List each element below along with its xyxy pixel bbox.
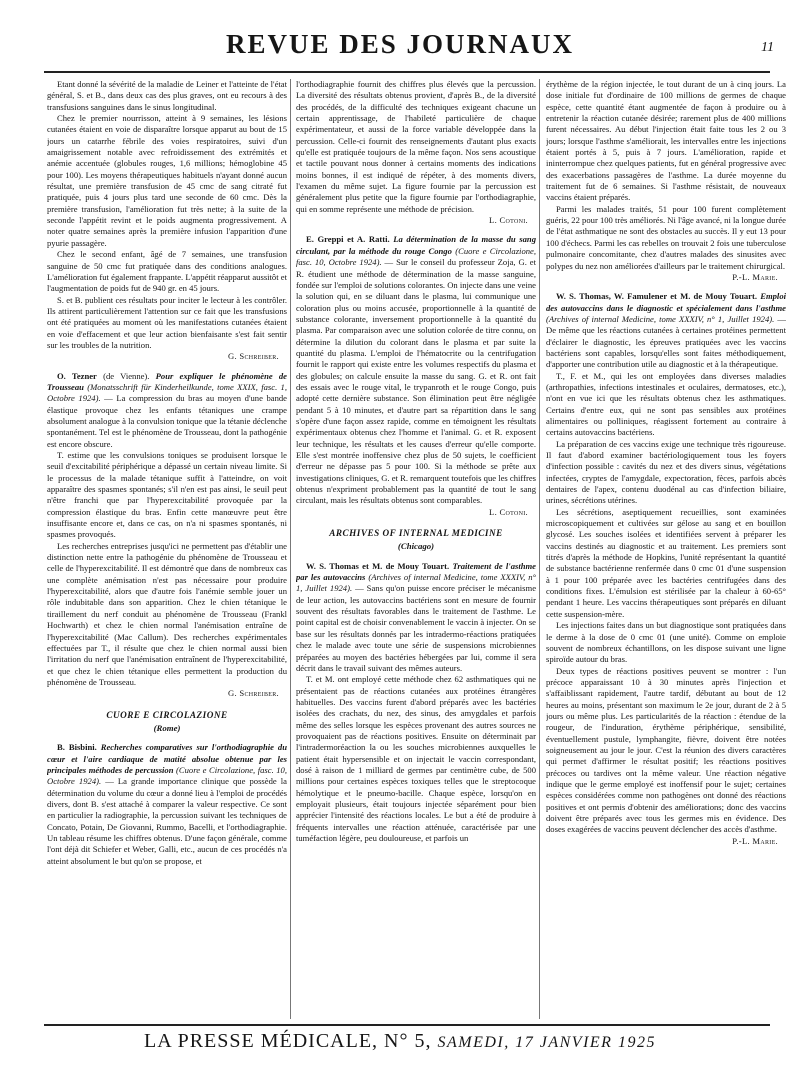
article-header [546,291,786,370]
column-1 [47,79,287,1019]
paragraph: S. et B. publient ces résultats pour inciter le lecteur à les contrôler. Ils attirent particulièrement l'attention sur ce fait que les transfusions ont été pratiquées au moment où les manifestations cutanées étaient en voie d'effacement et que leur action bienfaisante s'est fait sentir sur les troubles de la nutrition. [47,294,287,350]
paragraph: Les sécrétions, aseptiquement recueillies, sont examinées microscopiquement et cultivées sur gélose au sang et en bouillon glycosé. Les souches isolées et identifiées servent à préparer les vaccins destinés au diagnostic et au traitement. Les premiers sont titrés d'après la méthode de Hopkins, l'unité représentant la quantité de substance bactérienne renfermée dans 0 cmc 01 d'une suspension à 1 pour 100 préparée avec les bactéries centrifugées dans des conditions fixes. L'émulsion est stérilisée par la chaleur à 60-65° pendant 1 heure. Les vaccins thérapeutiques sont préparés en diluant cette suspension-mère. [546,506,786,619]
paragraph: Chez le premier nourrisson, atteint à 9 semaines, les lésions cutanées étaient en voie de disparaître lorsque apparut au bout de 15 jours un catarrhe fébrile des voies respiratoires, suivi d'un amaigrissement notable avec refroidissement des extrémités et anémie accentuée (globules rouges, 1,6 millions; hémoglobine 45 pour 100). Les moyens thérapeutiques habituels n'ayant donné aucun résultat, une première transfusion de 45 cmc de sang citraté fut pratiquée, puis 4 jours plus tard une seconde de 60 cmc. Dès la première transfusion, l'amélioration fut très nette; à la suite de la seconde l'appétit revint et le poids augmenta progressivement. A noter quatre semaines après la première infusion l'apparition d'une pyurie passagère. [47,113,287,248]
column-separator [290,79,291,1019]
paragraph: Parmi les malades traités, 51 pour 100 furent complètement guéris, 22 pour 100 très améliorés. Ni l'âge avancé, ni la longue durée de l'état asthmatique ne sont des obstacles au succès. Il y eut 13 pour 100 d'échecs. Parmi les cas rebelles on trouvait 2 fois une tuberculose pulmonaire concomitante, chez d'autres malades des sinusites avec polypes du nez non améliorées d'ailleurs par le traitement chirurgical. [546,203,786,271]
article-reference: (Archives of internal Medicine, tome XXXIV, n° 1, Juillet 1924). [546,313,775,324]
author-signature: L. Cotoni. [489,215,528,226]
article-header [47,742,287,867]
author-signature: G. Schreiber. [228,351,279,362]
article-title: Emploi des autovaccins dans le diagnostic et spécialement dans l'asthme [546,291,786,313]
paragraph: Les injections faites dans un but diagnostique sont pratiquées dans le derme à la dose de 0 cmc 01 (une unité). Comme on emploie souvent de nombreux échantillons, on les dispose suivant une ligne spiroïde autour du bras. [546,620,786,665]
paragraph: Les recherches entreprises jusqu'ici ne permettent pas d'établir une distinction nette entre la pathogénie du phénomène de Trousseau et celle de l'hyperexcitabilité. Il est démontré que dans de nombreux cas une complète anémisation n'est pas nécessaire pour produire l'hyperexcitabilité, alors que d'autre fois l'anémie semble jouer un rôle indubitable dans son apparition. Chez le chien tétanique le tiraillement du nerf conduit au phénomène de Trousseau (Frankl Hochwarth) et chez le chien normal l'anémisation entraîne de l'hyperexcitabilité (Mac Callum). Des recherches expérimentales effectuées par T., il résulte que chez le chien normal aussi bien l'irritation du nerf que l'anémisation entraînent de l'hyperexcitabilité, et que chez le chien tétanique elles permettent la production du phénomène de Trousseau. [47,540,287,687]
article-reference: (Cuore e Circolazione, fasc. 10, Octobre 1924). [296,245,536,268]
article-body: — La grande importance clinique que possède la détermination du volume du cœur a donné lieu à l'emploi de procédés divers, dont B. s'est attaché à comparer la valeur respective. Ce sont en particulier la radiographie, la percussion suivant les techniques de Concato, Potain, De Giovanni, Rummo, Bacelli, et l'orthodiagraphie. Un tableau résume les chiffres obtenus. D'une façon générale, comme l'ont déjà dit Schiefer et Weber, Galli, etc., aucun de ces procédés n'a atteint absolument le but qu'on se propose, et [47,776,287,866]
paragraph: T. et M. ont employé cette méthode chez 62 asthmatiques qui ne présentaient pas de réactions cutanées aux protéines étrangères habituelles. Des vaccins furent d'abord préparés avec les bactéries isolées des crachats, du nez, des sinus, des amygdales et parfois même des selles lorsque les espèces provenant des autres sources ne provoquaient pas de réactions positives. Ensuite on déterminait par l'intradermoréaction la ou les souches microbiennes auxquelles le patient était hypersensible et on injectait le vaccin correspondant, dosé à raison de 1 milliard de germes par centimètre cube, de 500 millions pour certaines espèces toxiques telles que le streptocoque hémolytique et le pneumo-bacille. Chaque espèce, lorsqu'on en employait plusieurs, était toujours injectée séparément pour bien apprécier l'intensité des réactions locales. Le but a été de produire à fréquents intervalles une réaction atténuée, caractérisée par une tuméfaction légère, peu douloureuse, et parfois un [296,674,536,843]
footer-rule [44,1024,770,1026]
article-body: — Sur le conseil du professeur Zoja, G. et R. étudient une méthode de détermination de la masse sanguine, fondée sur l'emploi de solutions colorantes. On injecte dans une veine la solution qui, en se diluant dans le plasma, lui communique une coloration plus ou moins accusée, proportionnelle à la quantité de substance colorante, inversement proportionnelle à la quantité du plasma. Par comparaison avec une solution colorée de titre connu, on détermine la dilution du colorant dans le plasma et par suite la quantité du plasma. L'emploi de l'hématocrite ou la centrifugation fournit le rapport qui existe entre les volumes respectifs du plasma et des globules; on calcule ensuite la masse du sang. G. et R. ont fait des essais avec le rouge vital, le trypanroth et le rouge Congo, puis adopté cette dernière substance. Son élimination peut être négligée pendant 5 à 10 minutes, et d'autre part sa répartition dans le sang s'opère d'une façon assez rapide, comme en témoignent les résultats expérimentaux obtenus chez l'homme et l'animal. G. et R. exposent leur technique, les résultats et les causes d'erreur qu'elle comporte. Elle s'est montrée inoffensive chez plus de 50 sujets, le coefficient d'erreur ne dépasse pas 5 pour 100. Si la méthode se prête aux investigations cliniques, G. et R. remarquent toutefois que les chiffres obtenus n'expriment probablement pas la quantité de tout le sang circulant, mais les résultats obtenus sont comparables. [296,257,536,506]
column-separator [539,79,540,1019]
paragraph: T. estime que les convulsions toniques se produisent lorsque le seuil d'excitabilité périphérique a dépassé un certain niveau limite. Si le processus de la malade tétanique suffit à l'atteindre, on voit apparaître des spasmes spontanés; s'il n'en est pas ainsi, le seuil peut n'être franchi que par l'hyperexcitabilité provoquée par la compression élastique du bras. Enfin cette manœuvre peut être insuffisante encore et, dans ce cas, on n'a ni spasmes spontanés, ni spasmes provoqués. [47,450,287,540]
column-3 [546,79,786,1019]
author-signature: P.-L. Marie. [732,271,778,282]
author-signature: P.-L. Marie. [732,835,778,846]
paragraph: l'orthodiagraphie fournit des chiffres plus élevés que la percussion. La diversité des résultats obtenus provient, d'après B., de la diversité des procédés, de la difficulté des techniques exigeant chacune un certain apprentissage, de l'habileté particulière de chaque expérimentateur, et aussi de la force variable développée dans la percussion. Celle-ci fournit des renseignements d'autant plus exacts qu'elle est pratiquée toujours de la même façon. Nos sens acoustique et tactile pouvant nous donner à certains moments des indications moins bonnes, il est indiqué de répéter, à des moments divers, l'examen du même sujet. La figure fournie par la percussion est généralement plus petite que la figure fournie par l'orthodiagraphie, qui en somme représente une méthode de précision. [296,79,536,214]
article-reference: (Monatsschrift für Kinderheilkunde, tome XXIX, fasc. 1, Octobre 1924). [47,381,287,404]
article-title: Recherches comparatives sur l'orthodiagraphie du cœur et l'aire cardiaque de matité absolue obtenue par les principales méthodes de percussion [47,742,287,775]
journal-section-title: CUORE E CIRCOLAZIONE [106,709,228,720]
article-header [296,561,536,674]
article-author: E. Greppi et A. Ratti. [306,234,390,245]
paragraph: Chez le second enfant, âgé de 7 semaines, une transfusion sanguine de 50 cmc fut pratiquée dans des conditions analogues. L'amélioration fut également frappante. L'appétit réapparut aussitôt et l'augmentation de poids fut de 940 gr. en 45 jours. [47,249,287,294]
article-header [47,371,287,450]
page-footer [0,1030,800,1053]
article-author: B. Bisbini. [57,742,97,753]
article-author: O. Tezner [57,370,97,381]
author-signature: G. Schreiber. [228,688,279,699]
column-2 [296,79,536,1019]
paragraph: Deux types de réactions positives peuvent se montrer : l'un précoce apparaissant 10 à 30 minutes après l'injection et s'affaiblissant rapidement, l'autre tardif, débutant au bout de 12 heures au moins, présentant son maximum le 2e jour, durant de 2 à 5 jours ou même plus. Les particularités de la réaction : étendue de la rougeur, de l'induration, érythème périphérique, sensibilité, éventuellement pustule, lymphangite, fièvre, doivent être notées soigneusement au jour le jour. C'est la réunion des divers caractères qui permet d'affirmer le résultat positif; les réactions positives précoces ou tardives ont la même valeur. Une réaction négative indique que le germe employé est inoffensif pour le sujet; certaines espèces considérées comme non pathogènes ont donné des réactions positives et ont permis d'obtenir des améliorations; donc des vaccins doivent être préparés avec tous les germes mis en évidence. Des doses exagérées de vaccins peuvent déclencher des accès d'asthme. [546,665,786,835]
page-number: 11 [761,40,774,55]
article-reference: (Archives of internal Medicine, tome XXXIV, n° 1, Juillet 1924). [296,572,536,594]
article-reference: (Cuore e Circolazione, fasc. 10, Octobre 1924). [47,764,287,787]
article-author: W. S. Thomas et M. de Mouy Touart. [306,560,450,571]
paragraph: La préparation de ces vaccins exige une technique très rigoureuse. Il faut d'abord examiner bactériologiquement tous les foyers d'infection possible : cavités du nez et des divers sinus, végétations infectées, cryptes de l'amygdale, expectoration, fèces, parfois abcès dentaires de l'apex, contenu duodénal au cas d'infection biliaire, urines, sécrétions utérines. [546,438,786,506]
issue-date: SAMEDI, 17 JANVIER 1925 [437,1034,656,1051]
journal-section-title: ARCHIVES OF INTERNAL MEDICINE [329,528,503,539]
journal-title: REVUE DES JOURNAUX [225,29,575,59]
article-title: Pour expliquer le phénomène de Trousseau [47,370,287,392]
article-body: — Sans qu'on puisse encore préciser le mécanisme de leur action, les autovaccins bactériens sont en mesure de fournir souvent des résultats favorables dans le traitement de l'asthme. Le point capital est de choisir convenablement le vaccin à injecter. On se base sur les résultats donnés par les intradermo-réactions pratiquées chez le malade avec toute une série de suspensions microbiennes préparées au moyen des bactéries hébergées par lui, comme il sera décrit dans le travail suivant des mêmes auteurs. [296,583,536,673]
article-title: La détermination de la masse du sang circulant, par la méthode du rouge Congo [296,234,536,256]
header-rule [44,71,770,73]
paragraph: T., F. et M., qui les ont employées dans diverses maladies (arthropathies, infections intestinales et oculaires, dermatoses, etc.), n'ont en vue ici que les résultats obtenus chez les asthmatiques. Certains d'entre eux, qui ne sont pas sensibles aux protéines alimentaires ou polliniques, réagissent fortement au contraire à certains autovaccins bactériens. [546,370,786,438]
article-header [296,234,536,506]
journal-section-city: (Rome) [153,722,181,733]
author-signature: L. Cotoni. [489,506,528,517]
article-author: W. S. Thomas, W. Famulener et M. de Mouy Touart. [556,291,758,302]
journal-section-city: (Chicago) [397,541,435,552]
article-title: Traitement de l'asthme par les autovaccins [296,560,536,583]
paragraph: érythème de la région injectée, le tout durant de un à cinq jours. La dose initiale fut d'ordinaire de 100 millions de germes de chaque espèce, cette quantité étant augmentée de façon à produire ou à entretenir la réaction cutanée désirée; rarement plus de 400 millions furent nécessaires. Au début l'injection était faite tous les 2 ou 3 jours; lorsque l'asthme s'améliorait, les intervalles entre les injections étaient portés à 5, puis à 7 jours. L'amélioration, rapide et ininterrompue chez quelques patients, fut en général progressive avec des exacerbations passagères de l'asthme. La durée moyenne du traitement fut de 6 semaines. Si l'asthme résistait, de nouveaux vaccins étaient préparés. [546,79,786,203]
article-location: (de Vienne). [96,370,156,381]
paragraph: Etant donné la sévérité de la maladie de Leiner et l'atteinte de l'état général, S. et B., dans deux cas des plus graves, ont eu recours à des transfusions sanguines dans le sinus longitudinal. [47,79,287,112]
publication-name: LA PRESSE MÉDICALE, N° 5, [144,1030,432,1052]
article-body: — La compression du bras au moyen d'une bande élastique provoque chez les enfants tétaniques une crampe absolument analogue à la convulsion tonique que la tétanie déclenche spontanément. Tel est le phénomène de Trousseau, dont la pathogénie est encore obscure. [47,393,287,449]
article-body: — De même que les réactions cutanées à certaines protéines permettent d'éclairer le diagnostic, les épreuves pratiquées avec les vaccins bactériens sont capables, lorsqu'elles sont faites méthodiquement, d'apporter une contribution utile au diagnostic et à la thérapeutique. [546,313,786,370]
